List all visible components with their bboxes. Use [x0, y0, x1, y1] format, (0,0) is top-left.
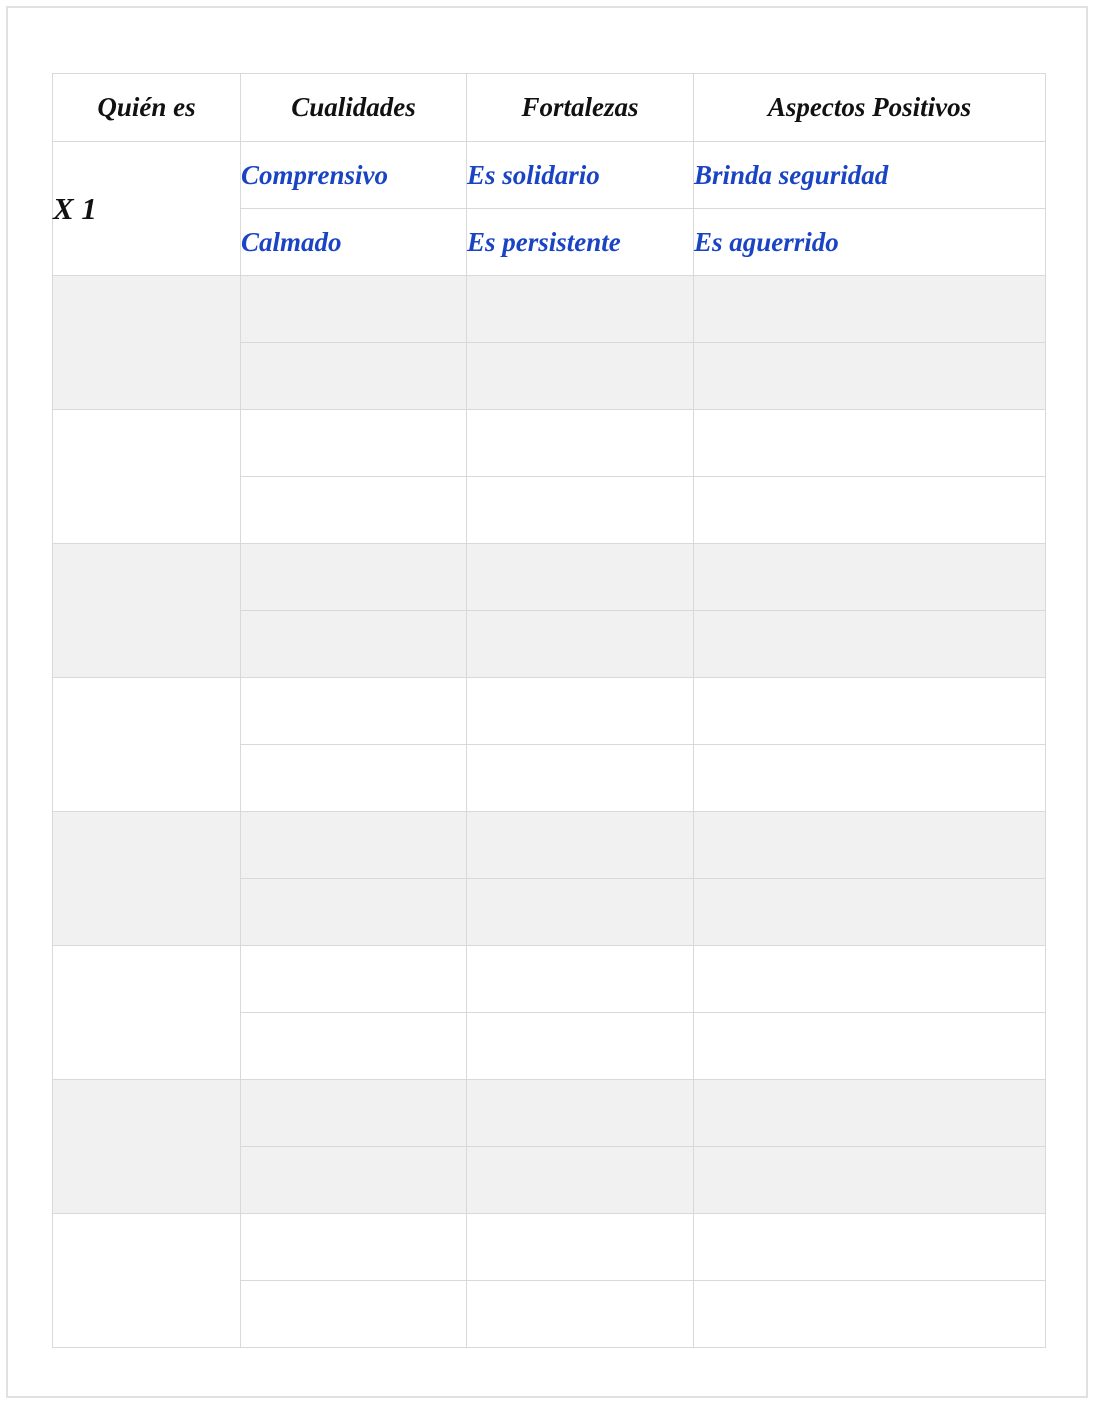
cell-quien-es: [53, 946, 241, 1080]
cell-fortaleza: [467, 812, 694, 879]
cell-fortaleza: [467, 1147, 694, 1214]
cell-cualidad: [241, 1013, 467, 1080]
cell-cualidad: [241, 410, 467, 477]
cell-quien-es: [53, 410, 241, 544]
qualities-table: [52, 73, 1046, 1348]
cell-aspecto-positivo: [694, 1281, 1046, 1348]
cell-cualidad: [241, 879, 467, 946]
cell-quien-es: [53, 544, 241, 678]
cell-aspecto-positivo: [694, 1214, 1046, 1281]
cell-aspecto-positivo: [694, 544, 1046, 611]
cell-cualidad: [241, 812, 467, 879]
cell-aspecto-positivo: [694, 1013, 1046, 1080]
cell-cualidad: [241, 745, 467, 812]
header-cualidades: Cualidades: [241, 74, 467, 142]
table-row: [53, 1214, 1046, 1281]
table-body: [53, 142, 1046, 1348]
cell-fortaleza: Es persistente: [467, 209, 694, 276]
cell-fortaleza: [467, 879, 694, 946]
cell-aspecto-positivo: [694, 343, 1046, 410]
cell-fortaleza: [467, 1080, 694, 1147]
cell-cualidad: [241, 946, 467, 1013]
cell-cualidad: [241, 1147, 467, 1214]
cell-cualidad: [241, 1214, 467, 1281]
cell-fortaleza: [467, 276, 694, 343]
cell-quien-es: [53, 678, 241, 812]
table-row: [53, 142, 1046, 209]
table-row: [53, 1080, 1046, 1147]
cell-aspecto-positivo: [694, 745, 1046, 812]
header-aspectos-positivos: Aspectos Positivos: [694, 74, 1046, 142]
cell-cualidad: [241, 1080, 467, 1147]
cell-aspecto-positivo: [694, 410, 1046, 477]
cell-quien-es: [53, 1214, 241, 1348]
table-row: [53, 544, 1046, 611]
table-header-row: [53, 74, 1046, 142]
cell-fortaleza: Es solidario: [467, 142, 694, 209]
table-row: [53, 276, 1046, 343]
cell-cualidad: Comprensivo: [241, 142, 467, 209]
header-quien-es: Quién es: [53, 74, 241, 142]
cell-fortaleza: [467, 343, 694, 410]
cell-cualidad: [241, 1281, 467, 1348]
cell-cualidad: [241, 343, 467, 410]
cell-aspecto-positivo: [694, 678, 1046, 745]
table-row: [53, 812, 1046, 879]
table-row: [53, 946, 1046, 1013]
cell-aspecto-positivo: [694, 611, 1046, 678]
cell-quien-es: [53, 812, 241, 946]
document-page: [6, 6, 1088, 1398]
cell-quien-es: X 1: [53, 142, 241, 276]
cell-fortaleza: [467, 745, 694, 812]
cell-fortaleza: [467, 1281, 694, 1348]
cell-fortaleza: [467, 946, 694, 1013]
cell-aspecto-positivo: Es aguerrido: [694, 209, 1046, 276]
cell-fortaleza: [467, 1214, 694, 1281]
cell-cualidad: [241, 544, 467, 611]
cell-aspecto-positivo: [694, 276, 1046, 343]
cell-aspecto-positivo: [694, 879, 1046, 946]
cell-fortaleza: [467, 544, 694, 611]
cell-quien-es: [53, 1080, 241, 1214]
cell-cualidad: [241, 678, 467, 745]
cell-cualidad: [241, 276, 467, 343]
cell-fortaleza: [467, 611, 694, 678]
cell-aspecto-positivo: Brinda seguridad: [694, 142, 1046, 209]
cell-fortaleza: [467, 410, 694, 477]
cell-aspecto-positivo: [694, 477, 1046, 544]
cell-aspecto-positivo: [694, 1080, 1046, 1147]
cell-fortaleza: [467, 1013, 694, 1080]
cell-quien-es: [53, 276, 241, 410]
header-fortalezas: Fortalezas: [467, 74, 694, 142]
cell-cualidad: [241, 477, 467, 544]
cell-cualidad: Calmado: [241, 209, 467, 276]
cell-fortaleza: [467, 477, 694, 544]
cell-aspecto-positivo: [694, 1147, 1046, 1214]
table-row: [53, 678, 1046, 745]
cell-aspecto-positivo: [694, 946, 1046, 1013]
table-row: [53, 410, 1046, 477]
cell-aspecto-positivo: [694, 812, 1046, 879]
cell-cualidad: [241, 611, 467, 678]
cell-fortaleza: [467, 678, 694, 745]
